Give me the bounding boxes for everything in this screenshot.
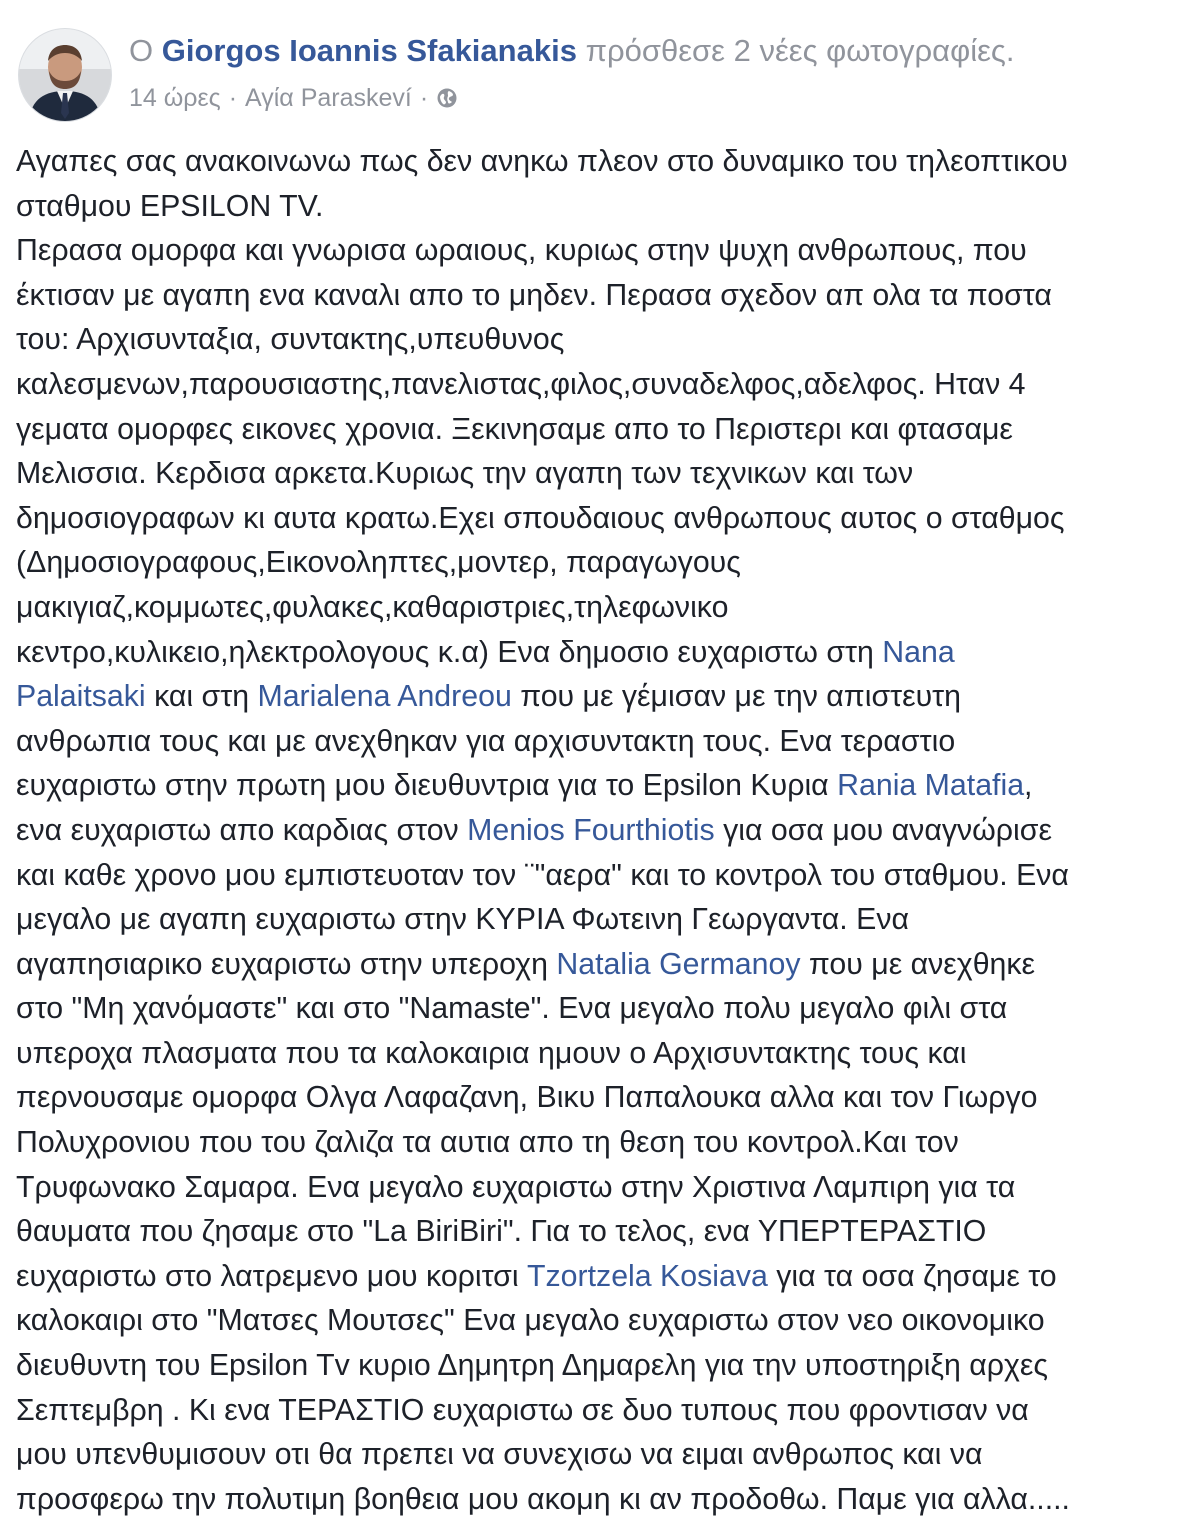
post-text: καλοκαιρι στο "Ματσες Μουτσες" Ενα μεγαλο ευχαριστω στον νεο οικονομικο [16, 1304, 1045, 1338]
post-text-line [16, 274, 1176, 319]
mention-link[interactable]: Rania Matafia [837, 769, 1025, 803]
mention-link[interactable]: Nana [882, 635, 955, 669]
meta-separator: · [228, 84, 238, 112]
post-text: που με ανεχθηκε [800, 947, 1036, 981]
mention-link[interactable]: Palaitsaki [16, 680, 146, 714]
post-text-line [16, 363, 1176, 408]
post-text: ευχαριστω στην πρωτη μου διευθυντρια για το Epsilon Κυρια [16, 769, 838, 803]
post-meta [129, 80, 1179, 116]
post-text-line [16, 452, 1176, 497]
post-text-line [16, 1344, 1176, 1389]
post-text: ευχαριστω στο λατρεμενο μου κοριτσι [16, 1259, 528, 1293]
post-prefix: O [129, 33, 154, 68]
post-text: κεντρο,κυλικειο,ηλεκτρολογους κ.α) Ενα δημοσιο ευχαριστω στη [16, 635, 883, 669]
post-header [15, 28, 1185, 124]
post-text: ανθρωπια τους και με ανεχθηκαν για αρχισυντακτη τους. Ενα τεραστιο [16, 724, 956, 758]
post-text-line [16, 898, 1176, 943]
post-text-line [16, 140, 1176, 185]
post-text: Πολυχρονιου που του ζαλιζα τα αυτια απο τη θεση του κοντρολ.Και τον [16, 1126, 959, 1160]
post-text-line [16, 497, 1176, 542]
post-text: μεγαλο με αγαπη ευχαριστω στην ΚΥΡΙΑ Φωτεινη Γεωργαντα. Ενα [16, 903, 910, 937]
post-text-line [16, 408, 1176, 453]
meta-separator: · [419, 84, 429, 112]
post-text: γεματα ομορφες εικονες χρονια. Ξεκινησαμε απο το Περιστερι και φτασαμε [16, 412, 1013, 446]
post-timestamp[interactable]: 14 ώρες [129, 84, 221, 112]
post-text: για οσα μου αναγνώρισε [714, 813, 1052, 847]
post-text-line [16, 854, 1176, 899]
author-name-link[interactable]: Giorgos Ioannis Sfakianakis [161, 33, 577, 68]
post-text-line [16, 185, 1176, 230]
post-text: Περασα ομορφα και γνωρισα ωραιους, κυριως στην ψυχη ανθρωπους, που [16, 234, 1027, 268]
post-text-line [16, 720, 1176, 765]
post-text-line [16, 1433, 1176, 1478]
post-text: καλεσμενων,παρουσιαστης,πανελιστας,φιλος,συναδελφος,αδελφος. Ηταν 4 [16, 367, 1026, 401]
post-text: Αγαπες σας ανακοινωνω πως δεν ανηκω πλεον στο δυναμικο του τηλεοπτικου [16, 145, 1068, 178]
post-text-line [16, 1166, 1176, 1211]
post-text: υπεροχα πλασματα που τα καλοκαιρια ημουν ο Αρχισυντακτης τους και [16, 1036, 967, 1070]
post-text-line [16, 1210, 1176, 1255]
post-text-line [16, 1121, 1176, 1166]
post-text-line [16, 809, 1176, 854]
post-text-line [16, 764, 1176, 809]
post-text: στο "Μη χανόμαστε" και στο "Namaste". Ενα μεγαλο πολυ μεγαλο φιλι στα [16, 992, 1008, 1026]
post-headline [129, 30, 1179, 72]
post-text: και καθε χρονο μου εμπιστευοταν τον ¨"αερα" και το κοντρολ του σταθμου. Ενα [16, 858, 1069, 892]
post-location-link[interactable]: Αγία Paraskeví [245, 84, 412, 112]
post-header-text [129, 30, 1179, 116]
mention-link[interactable]: Natalia Germanoy [556, 947, 801, 981]
post-text: αγαπησιαρικο ευχαριστω στην υπεροχη [16, 947, 557, 981]
post-text-line [16, 1299, 1176, 1344]
post-text: για τα οσα ζησαμε το [767, 1259, 1057, 1293]
post-text-line [16, 987, 1176, 1032]
post-text-line [16, 1032, 1176, 1077]
avatar[interactable] [18, 28, 112, 122]
post-action: πρόσθεσε 2 νέες φωτογραφίες. [585, 33, 1015, 68]
post-text-line [16, 943, 1176, 988]
post-text: (Δημοσιογραφους,Εικονοληπτες,μοντερ, παραγωγους [16, 546, 741, 580]
post-text-line [16, 586, 1176, 631]
post-text: μου υπενθυμισουν οτι θα πρεπει να συνεχισω να ειμαι ανθρωπος και να [16, 1438, 983, 1472]
post-text: προσφερω την πολυτιμη βοηθεια μου ακομη κι αν προδοθω. Παμε για αλλα..... [16, 1482, 1070, 1516]
globe-icon[interactable] [436, 83, 458, 105]
post-text: διευθυντη του Epsilon Tv κυριο Δημητρη Δημαρελη για την υποστηριξη αρχες [16, 1349, 1049, 1383]
post-text-line [16, 1478, 1176, 1523]
post-text: και στη [145, 680, 258, 714]
post-text: έκτισαν με αγαπη ενα καναλι απο το μηδεν. Περασα σχεδον απ ολα τα ποστα [16, 278, 1052, 312]
post-text: , [1024, 769, 1033, 803]
mention-link[interactable]: Marialena Andreou [257, 680, 512, 714]
post-text: Τρυφωνακο Σαμαρα. Ενα μεγαλο ευχαριστω στην Χριστινα Λαμπιρη για τα [16, 1170, 1016, 1204]
post-text: θαυματα που ζησαμε στο "La BiriBiri". Για το τελος, ενα ΥΠΕΡΤΕΡΑΣΤΙΟ [16, 1215, 987, 1249]
post-text: περνουσαμε ομορφα Ολγα Λαφαζανη, Βικυ Παπαλουκα αλλα και τον Γιωργο [16, 1081, 1038, 1115]
post-text-line [16, 1389, 1176, 1434]
post-text-line [16, 631, 1176, 676]
post-text: μακιγιαζ,κομμωτες,φυλακες,καθαριστριες,τηλεφωνικο [16, 590, 729, 624]
post-text-line [16, 229, 1176, 274]
post-text-line [16, 318, 1176, 363]
post-text: Σεπτεμβρη . Κι ενα ΤΕΡΑΣΤΙΟ ευχαριστω σε δυο τυπους που φροντισαν να [16, 1393, 1029, 1427]
post-text: ενα ευχαριστω απο καρδιας στον [16, 813, 468, 847]
post-text-line [16, 1255, 1176, 1300]
mention-link[interactable]: Menios Fourthiotis [467, 813, 715, 847]
post-text: που με γέμισαν με την απιστευτη [511, 680, 961, 714]
post-text: δημοσιογραφων κι αυτα κρατω.Εχει σπουδαιους ανθρωπους αυτος ο σταθμος [16, 501, 1065, 535]
post-text-line [16, 1076, 1176, 1121]
post-body [16, 140, 1176, 1522]
avatar-portrait-icon [19, 29, 111, 121]
post-text-line [16, 675, 1176, 720]
mention-link[interactable]: Tzortzela Kosiava [527, 1259, 768, 1293]
post-text: σταθμου EPSILON TV. [16, 189, 324, 223]
post-text-line [16, 541, 1176, 586]
post-text: Μελισσια. Κερδισα αρκετα.Κυριως την αγαπη των τεχνικων και των [16, 457, 914, 491]
post-text: του: Αρχισυνταξια, συντακτης,υπευθυνος [16, 323, 565, 357]
